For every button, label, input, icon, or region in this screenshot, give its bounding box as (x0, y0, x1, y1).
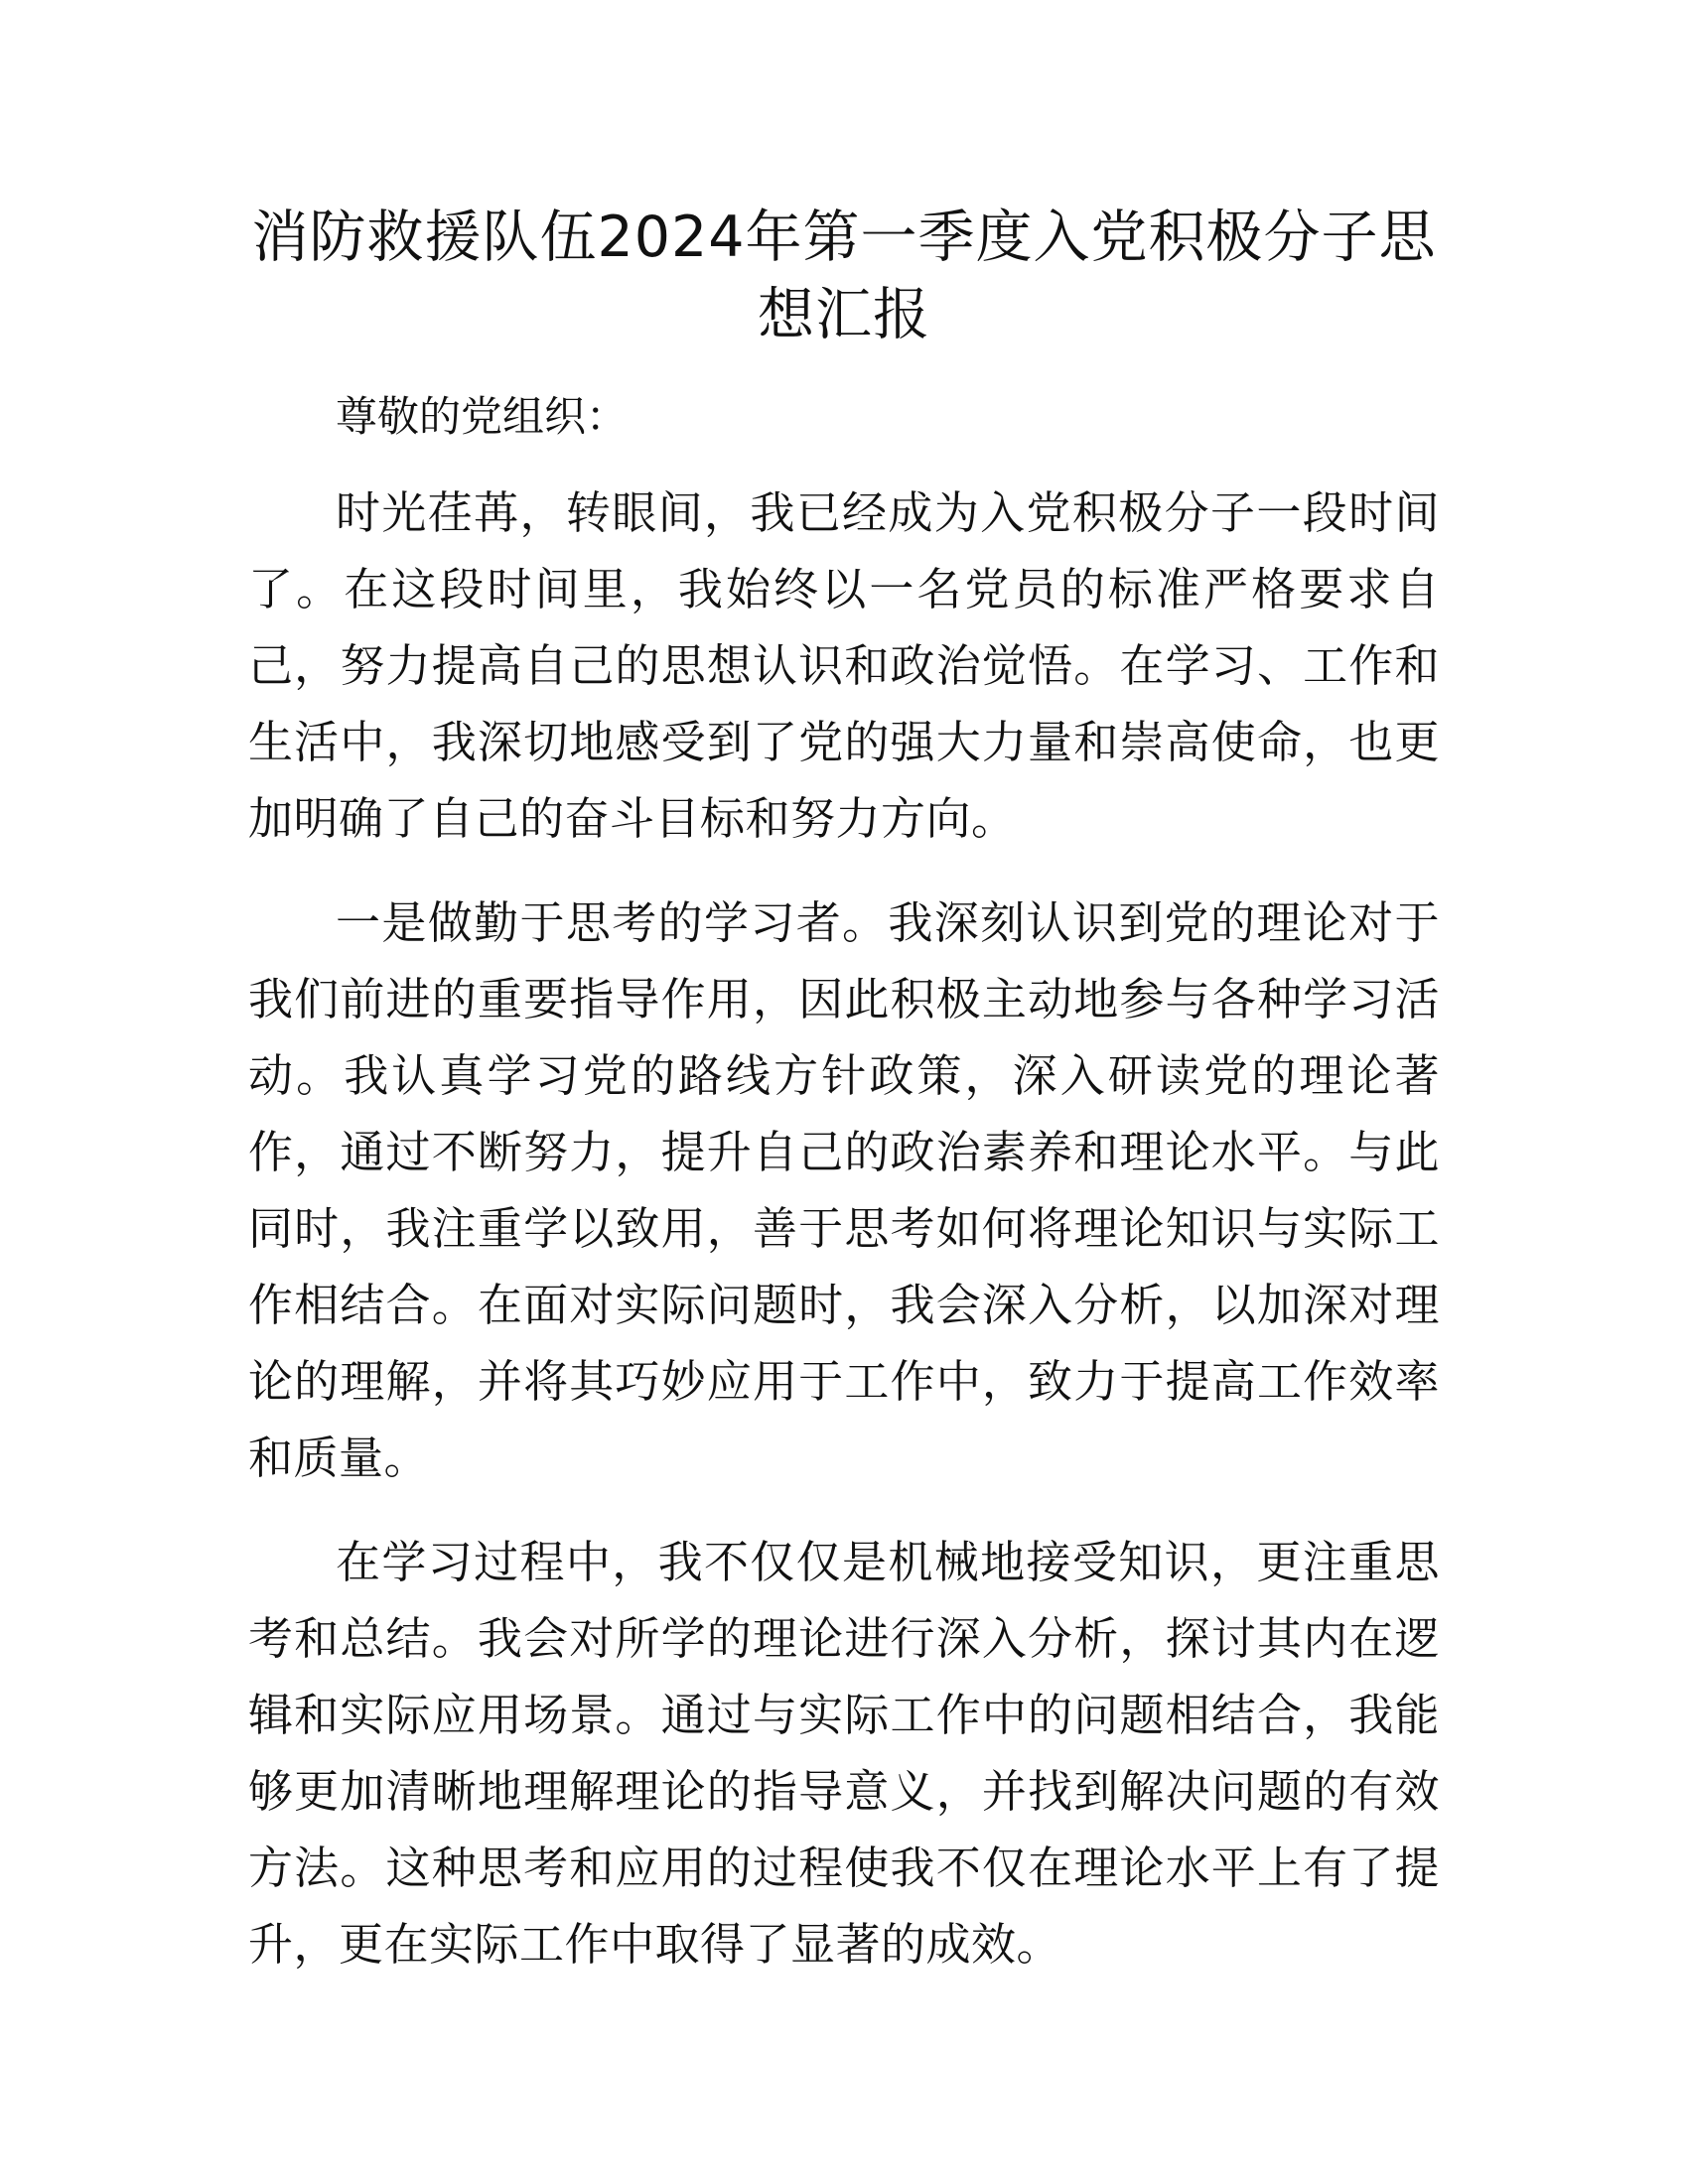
paragraph-learning: 一是做勤于思考的学习者。我深刻认识到党的理论对于我们前进的重要指导作用，因此积极主动地参与各种学习活动。我认真学习党的路线方针政策，深入研读党的理论著作，通过不断努力，提升自己的政治素养和理论水平。与此同时，我注重学以致用，善于思考如何将理论知识与实际工作相结合。在面对实际问题时，我会深入分析，以加深对理论的理解，并将其巧妙应用于工作中，致力于提高工作效率和质量。 (248, 896, 1440, 1484)
greeting-line: 尊敬的党组织： (336, 392, 629, 441)
document-title: 消防救援队伍2024年第一季度入党积极分子思想汇报 (251, 205, 1437, 347)
paragraph-intro: 时光荏苒，转眼间，我已经成为入党积极分子一段时间了。在这段时间里，我始终以一名党员的标准严格要求自己，努力提高自己的思想认识和政治觉悟。在学习、工作和生活中，我深切地感受到了党的强大力量和崇高使命，也更加明确了自己的奋斗目标和努力方向。 (248, 486, 1440, 845)
document-body (248, 199, 1440, 1982)
paragraph-reflection: 在学习过程中，我不仅仅是机械地接受知识，更注重思考和总结。我会对所学的理论进行深入分析，探讨其内在逻辑和实际应用场景。通过与实际工作中的问题相结合，我能够更加清晰地理解理论的指导意义，并找到解决问题的有效方法。这种思考和应用的过程使我不仅在理论水平上有了提升，更在实际工作中取得了显著的成效。 (248, 1536, 1440, 1971)
